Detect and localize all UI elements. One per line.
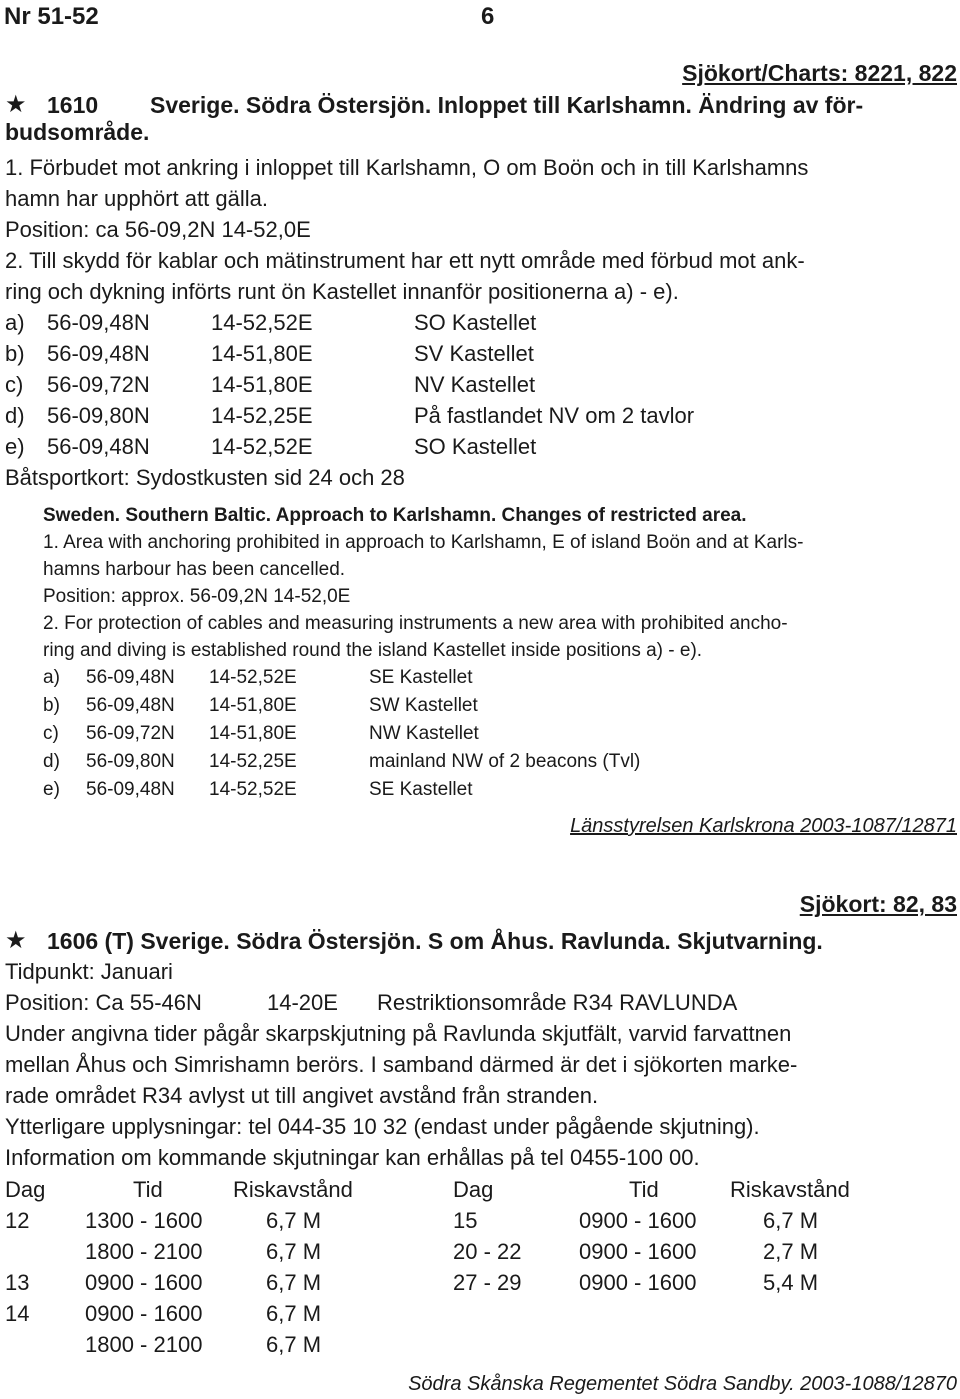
sv-paragraph-1: 1. Förbudet mot ankring i inloppet till Karlshamn, O om Boön och in till Karlshamns <box>5 155 809 180</box>
body-line: mellan Åhus och Simrishamn berörs. I samband därmed är det i sjökorten marke- <box>5 1052 798 1077</box>
notice-title: 1606 (T) Sverige. Södra Östersjön. S om Åhus. Ravlunda. Skjutvarning. <box>47 928 823 954</box>
sv-position: Position: ca 56-09,2N 14-52,0E <box>5 217 311 242</box>
en-paragraph-2-cont: ring and diving is established round the island Kastellet inside positions a) - e). <box>43 640 703 661</box>
en-paragraph-2: 2. For protection of cables and measuring instruments a new area with prohibited ancho- <box>43 613 788 634</box>
chart-reference: Sjökort/Charts: 8221, 822 <box>682 60 957 86</box>
en-paragraph-1: 1. Area with anchoring prohibited in approach to Karlshamn, E of island Boön and at Karls- <box>43 532 804 553</box>
page-label: Nr 51-52 <box>4 3 99 30</box>
body-line: Under angivna tider pågår skarpskjutning på Ravlunda skjutfält, varvid farvattnen <box>5 1021 792 1046</box>
en-position: Position: approx. 56-09,2N 14-52,0E <box>43 586 351 607</box>
sv-paragraph-2: 2. Till skydd för kablar och mätinstrument har ett nytt område med förbud mot ank- <box>5 248 805 273</box>
notice-number: 1610 <box>47 92 99 118</box>
body-line: Information om kommande skjutningar kan erhållas på tel 0455-100 00. <box>5 1145 700 1170</box>
sv-paragraph-1-cont: hamn har upphört att gälla. <box>5 186 268 211</box>
star-icon: ★ <box>5 91 27 118</box>
boat-chart-reference: Båtsportkort: Sydostkusten sid 24 och 28 <box>5 465 405 490</box>
sv-paragraph-2-cont: ring och dykning införts runt ön Kastellet innanför positionerna a) - e). <box>5 279 679 304</box>
chart-reference: Sjökort: 82, 83 <box>799 891 957 917</box>
en-paragraph-1-cont: hamns harbour has been cancelled. <box>43 559 346 580</box>
star-icon: ★ <box>5 927 27 954</box>
notice-title: Sverige. Södra Östersjön. Inloppet till Karlshamn. Ändring av för- <box>150 92 864 118</box>
en-title: Sweden. Southern Baltic. Approach to Karlshamn. Changes of restricted area. <box>43 505 747 526</box>
body-line: rade området R34 avlyst ut till angivet avstånd från stranden. <box>5 1083 599 1108</box>
body-line: Ytterligare upplysningar: tel 044-35 10 32 (endast under pågående skjutning). <box>5 1114 760 1139</box>
notice-source: Länsstyrelsen Karlskrona 2003-1087/12871 <box>570 815 957 837</box>
notice-source: Södra Skånska Regementet Södra Sandby. 2003-1088/12870 <box>408 1373 957 1395</box>
time-info: Tidpunkt: Januari <box>5 959 173 984</box>
page-number: 6 <box>481 3 495 30</box>
notice-title-cont: budsområde. <box>5 119 150 145</box>
